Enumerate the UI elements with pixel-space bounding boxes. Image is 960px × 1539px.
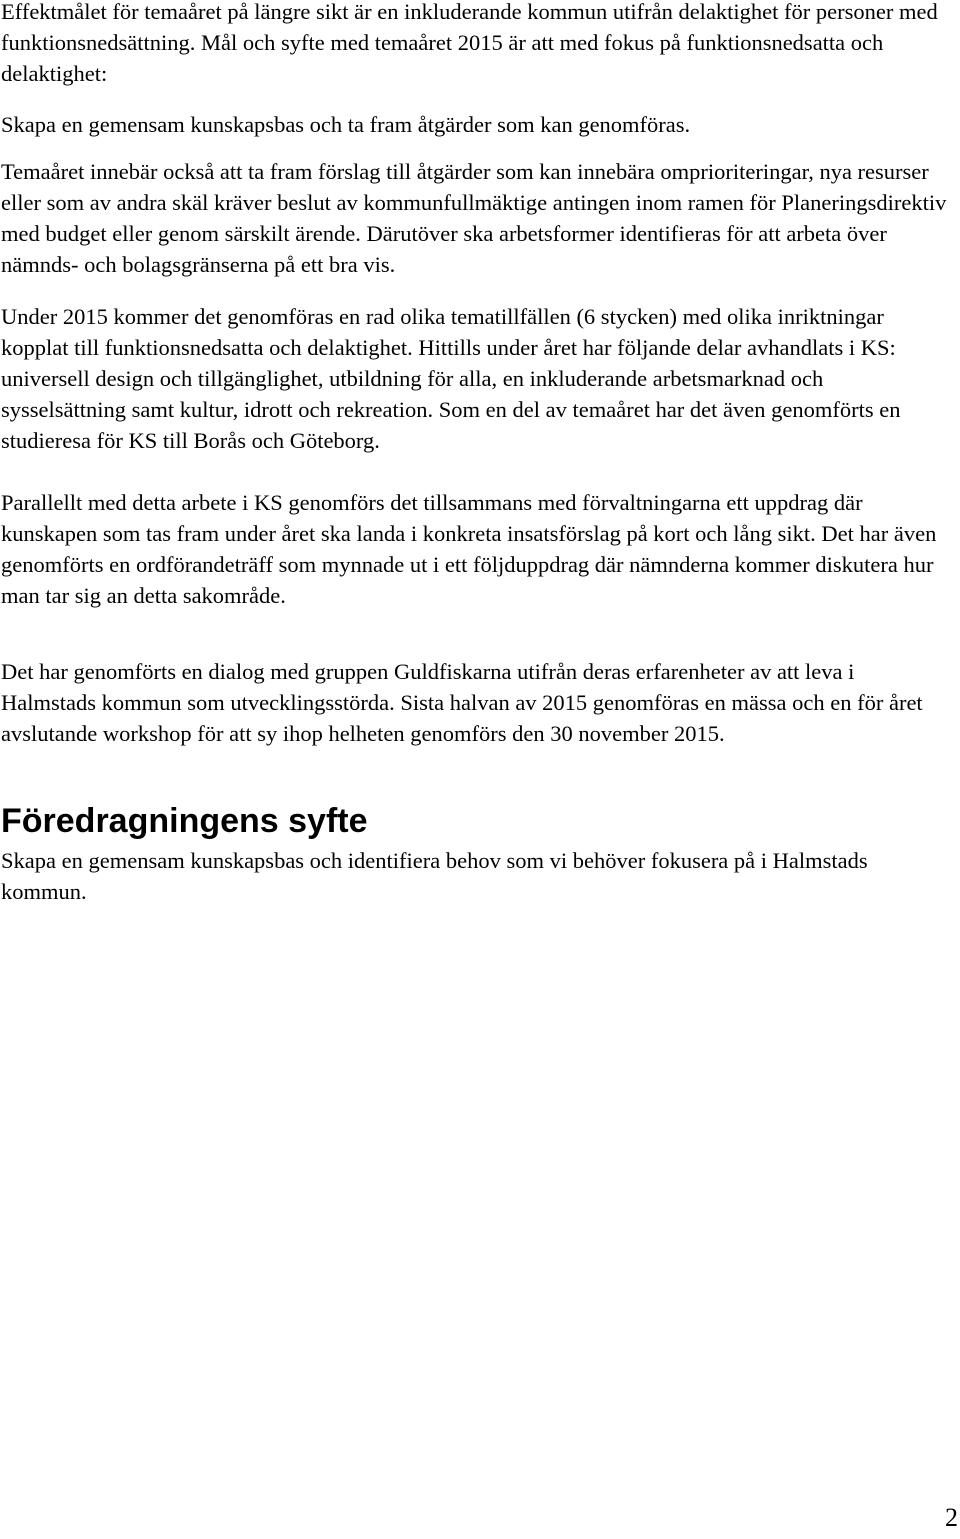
paragraph-syfte: Skapa en gemensam kunskapsbas och identifiera behov som vi behöver fokusera på i Halmstads kommun. <box>1 848 868 904</box>
document-body <box>1 0 951 907</box>
paragraph-kunskapsbas: Skapa en gemensam kunskapsbas och ta fram åtgärder som kan genomföras. <box>1 112 691 137</box>
paragraph-tematillfallen: Under 2015 kommer det genomföras en rad olika tematillfällen (6 stycken) med olika inriktningar kopplat till funktionsnedsatta och delaktighet. Hittills under året har följande delar avhandlats i KS: universell design och tillgänglighet, utbildning för alla, en inkluderande arbetsmarknad och sysselsättning samt kultur, idrott och rekreation. Som en del av temaåret har det även genomförts en studieresa för KS till Borås och Göteborg. <box>1 304 901 453</box>
section-heading: Föredragningens syfte <box>1 802 368 840</box>
page-number: 2 <box>945 1503 958 1532</box>
paragraph-temaaret: Temaåret innebär också att ta fram förslag till åtgärder som kan innebära omprioriteringar, nya resurser eller som av andra skäl kräver beslut av kommunfullmäktige antingen inom ramen för Planeringsdirektiv med budget eller genom särskilt ärende. Därutöver ska arbetsformer identifieras för att arbeta över nämnds- och bolagsgränserna på ett bra vis. <box>1 159 947 277</box>
paragraph-dialog: Det har genomförts en dialog med gruppen Guldfiskarna utifrån deras erfarenheter av att leva i Halmstads kommun som utvecklingsstörda. Sista halvan av 2015 genomföras en mässa och en för året avslutande workshop för att sy ihop helheten genomförs den 30 november 2015. <box>1 659 923 746</box>
paragraph-effektmal: Effektmålet för temaåret på längre sikt är en inkluderande kommun utifrån delaktighet för personer med funktionsnedsättning. Mål och syfte med temaåret 2015 är att med fokus på funktionsnedsatta och delaktighet: <box>1 0 938 86</box>
paragraph-parallellt: Parallellt med detta arbete i KS genomförs det tillsammans med förvaltningarna ett uppdrag där kunskapen som tas fram under året ska landa i konkreta insatsförslag på kort och lång sikt. Det har även genomförts en ordförandeträff som mynnade ut i ett följduppdrag där nämnderna kommer diskutera hur man tar sig an detta sakområde. <box>1 490 937 608</box>
